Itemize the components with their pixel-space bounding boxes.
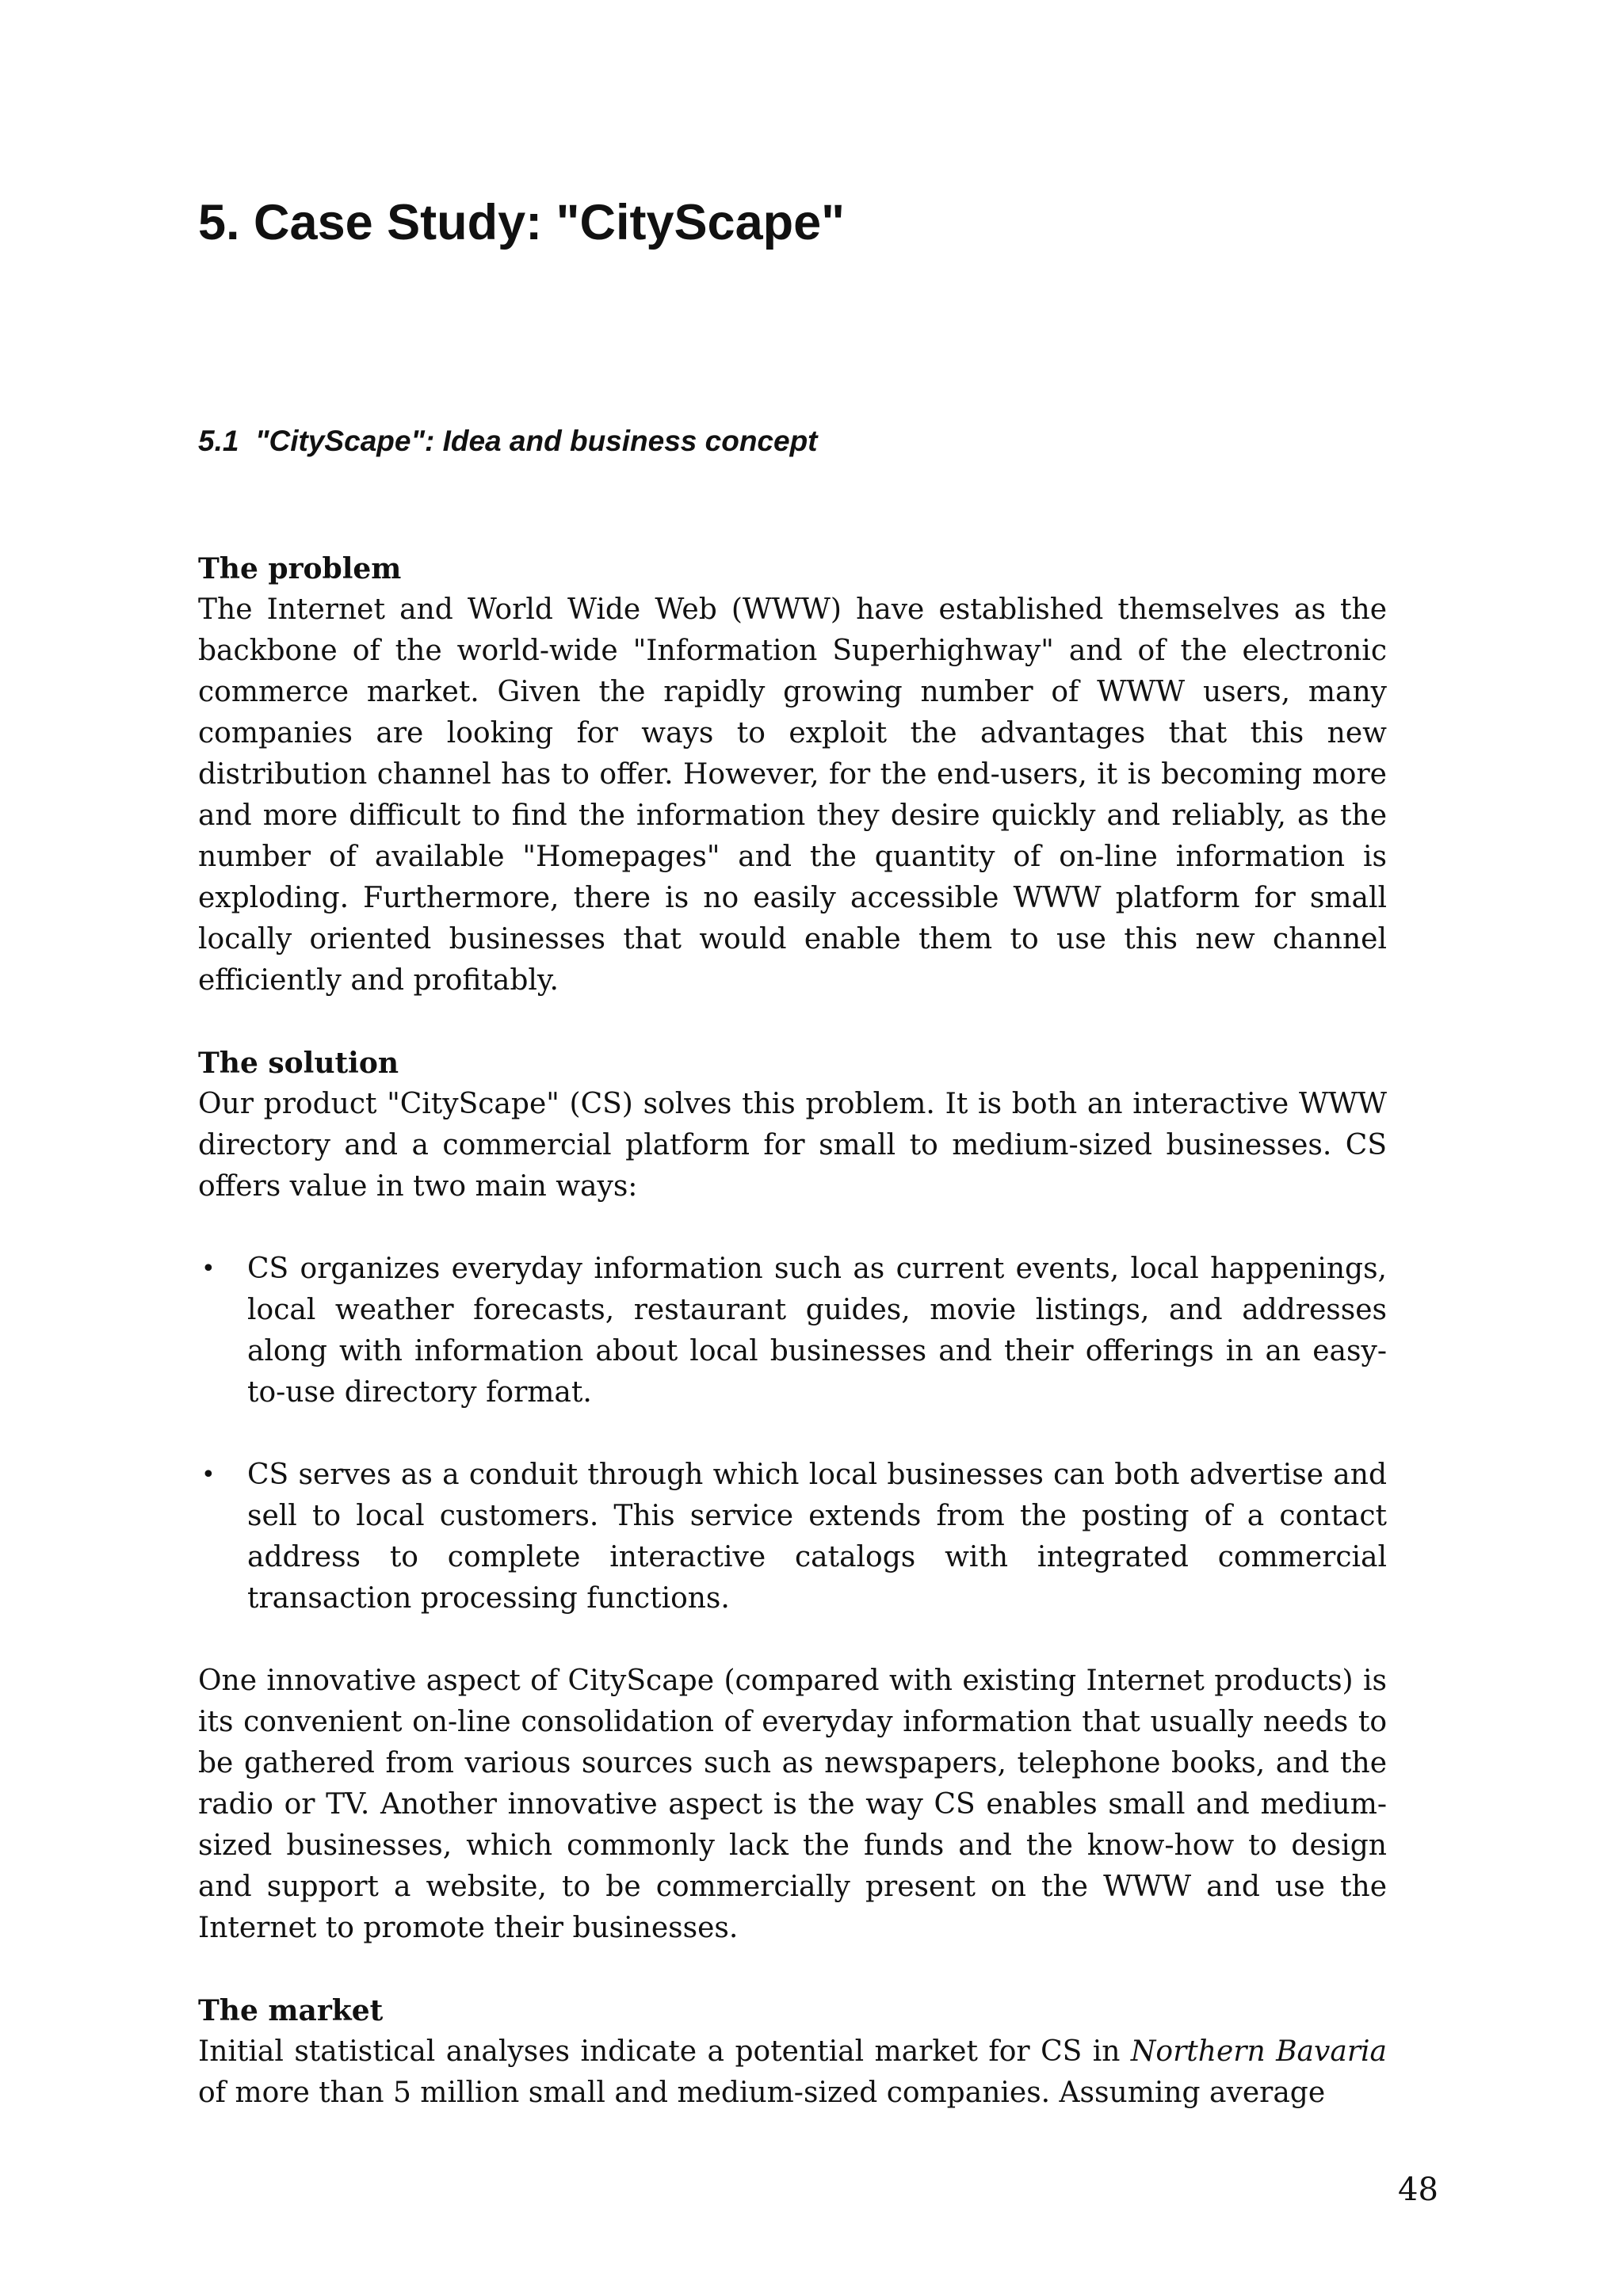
- problem-paragraph: The Internet and World Wide Web (WWW) have established themselves as the backbone of the world-wide "Information Superhighway" and of the electronic commerce market. Given the rapidly growing number of WWW users, many companies are looking for ways to exploit the advantages that this new distribution channel has to offer. However, for the end-users, it is becoming more and more difficult to find the information they desire quickly and reliably, as the number of available "Homepages" and the quantity of on-line information is exploding. Furthermore, there is no easily accessible WWW platform for small locally oriented businesses that would enable them to use this new channel efficiently and profitably.: [198, 593, 1387, 997]
- page-number: 48: [1398, 2172, 1438, 2208]
- solution-paragraph: Our product "CityScape" (CS) solves this problem. It is both an interactive WWW directory and a commercial platform for small to medium-sized businesses. CS offers value in two main ways:: [198, 1088, 1387, 1203]
- body-content: [198, 548, 1387, 2114]
- spacer: [198, 1413, 1387, 1455]
- bullet-item: [198, 1455, 1387, 1619]
- solution-bullet-list: [198, 1249, 1387, 1619]
- bullet-marker: •: [201, 1461, 216, 1489]
- section-title: 5.1 "CityScape": Idea and business concept: [198, 425, 818, 457]
- bullet-text: CS organizes everyday information such as current events, local happenings, local weather forecasts, restaurant guides, movie listings, and addresses along with information about local businesses and their offerings in an easy-to-use directory format.: [247, 1253, 1387, 1409]
- market-text-end: of more than 5 million small and medium-sized companies. Assuming average: [198, 2077, 1326, 2109]
- solution-heading: The solution: [198, 1047, 399, 1080]
- spacer: [198, 1619, 1387, 1661]
- chapter-title: 5. Case Study: "CityScape": [198, 195, 846, 250]
- innovation-paragraph: One innovative aspect of CityScape (compared with existing Internet products) is its convenient on-line consolidation of everyday information that usually needs to be gathered from various sources such as newspapers, telephone books, and the radio or TV. Another innovative aspect is the way CS enables small and medium-sized businesses, which commonly lack the funds and the know-how to design and support a website, to be commercially present on the WWW and use the Internet to promote their businesses.: [198, 1665, 1387, 1944]
- market-heading: The market: [198, 1994, 384, 2027]
- spacer: [198, 1207, 1387, 1249]
- problem-heading: The problem: [198, 552, 402, 585]
- spacer: [198, 1949, 1387, 1990]
- market-paragraph: [198, 2031, 1387, 2114]
- bullet-marker: •: [201, 1255, 216, 1283]
- bullet-item: [198, 1249, 1387, 1413]
- market-text-start: Initial statistical analyses indicate a potential market for CS in: [198, 2035, 1131, 2068]
- spacer: [198, 1001, 1387, 1043]
- bullet-text: CS serves as a conduit through which local businesses can both advertise and sell to local customers. This service extends from the posting of a contact address to complete interactive catalogs with integrated commercial transaction processing functions.: [247, 1459, 1387, 1615]
- market-region: Northern Bavaria: [1130, 2035, 1388, 2068]
